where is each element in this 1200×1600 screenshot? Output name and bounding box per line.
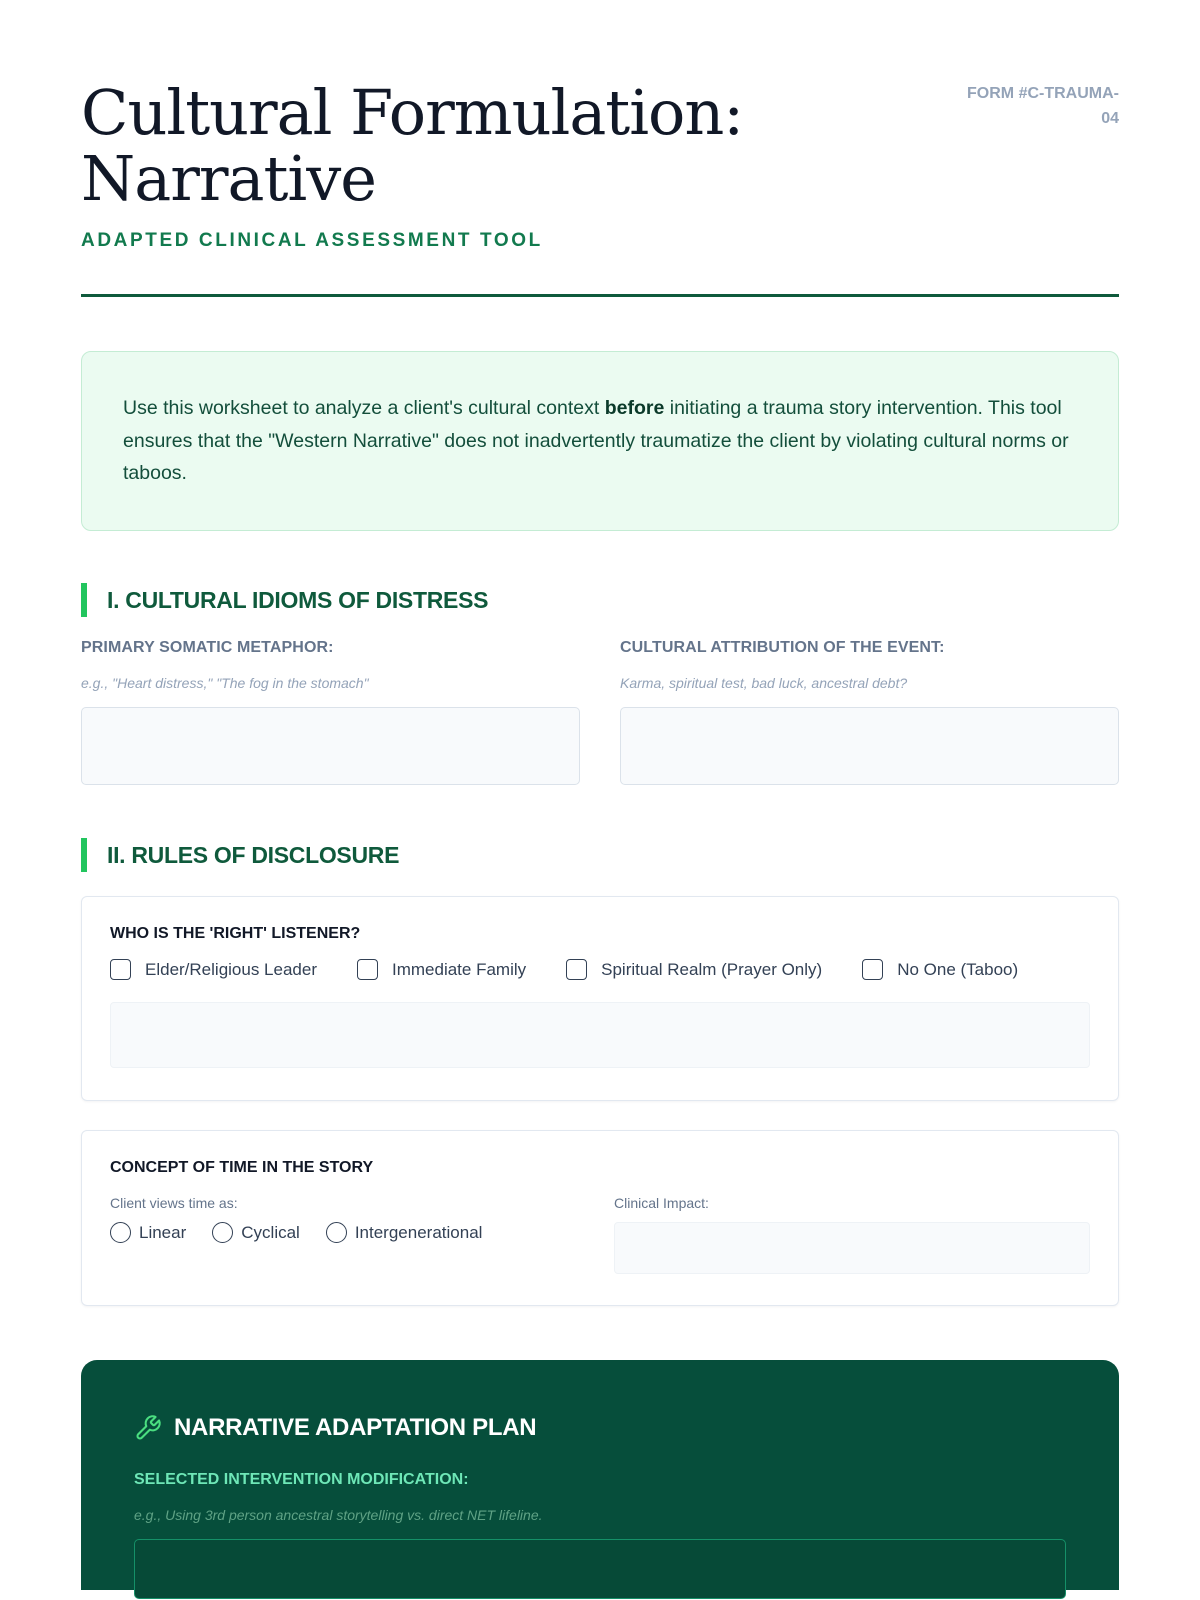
page-title	[81, 76, 801, 215]
option-linear[interactable]	[110, 1222, 186, 1243]
section-title: I. CULTURAL IDIOMS OF DISTRESS	[107, 586, 489, 613]
field-label: CULTURAL ATTRIBUTION OF THE EVENT:	[620, 639, 945, 656]
field-hint: e.g., "Heart distress," "The fog in the stomach"	[81, 675, 369, 691]
option-label: Immediate Family	[392, 959, 527, 979]
checkbox[interactable]	[862, 959, 883, 980]
form-id-line-2: 04	[1101, 110, 1119, 127]
intervention-modification-input[interactable]	[134, 1539, 1066, 1599]
cultural-attribution-field	[620, 639, 1119, 785]
option-label: No One (Taboo)	[897, 959, 1019, 979]
option-no-one[interactable]	[862, 959, 1018, 980]
section-heading-idioms	[81, 583, 1119, 617]
page-subtitle: ADAPTED CLINICAL ASSESSMENT TOOL	[81, 230, 543, 251]
plan-field-label: SELECTED INTERVENTION MODIFICATION:	[134, 1471, 469, 1488]
clinical-impact-label: Clinical Impact:	[614, 1195, 709, 1211]
card-title: CONCEPT OF TIME IN THE STORY	[110, 1159, 374, 1176]
intro-text-bold: before	[604, 397, 665, 419]
radio-button[interactable]	[212, 1222, 233, 1243]
intro-text-part1: Use this worksheet to analyze a client's cultural context	[123, 397, 605, 419]
option-label: Intergenerational	[354, 1222, 483, 1242]
intro-callout	[81, 351, 1119, 531]
section-title: II. RULES OF DISCLOSURE	[107, 841, 400, 868]
cultural-attribution-input[interactable]	[620, 707, 1119, 785]
option-family[interactable]	[357, 959, 526, 980]
option-cyclical[interactable]	[212, 1222, 300, 1243]
idioms-fields	[81, 639, 1119, 785]
card-title: WHO IS THE 'RIGHT' LISTENER?	[110, 925, 361, 942]
title-line-2: Narrative	[81, 142, 376, 215]
option-elder[interactable]	[110, 959, 317, 980]
section-accent-bar	[81, 838, 87, 872]
title-line-1: Cultural Formulation:	[81, 76, 744, 149]
time-view-group	[110, 1195, 614, 1274]
checkbox[interactable]	[110, 959, 131, 980]
radio-button[interactable]	[326, 1222, 347, 1243]
clinical-impact-input[interactable]	[614, 1222, 1090, 1274]
option-label: Spiritual Realm (Prayer Only)	[601, 959, 823, 979]
option-label: Elder/Religious Leader	[145, 959, 317, 979]
somatic-metaphor-input[interactable]	[81, 707, 580, 785]
radio-button[interactable]	[110, 1222, 131, 1243]
listener-notes-input[interactable]	[110, 1002, 1090, 1068]
listener-options	[110, 959, 1090, 980]
option-spiritual[interactable]	[566, 959, 822, 980]
option-intergenerational[interactable]	[326, 1222, 483, 1243]
checkbox[interactable]	[566, 959, 587, 980]
listener-card	[81, 896, 1119, 1101]
time-options	[110, 1222, 614, 1243]
option-label: Cyclical	[241, 1222, 300, 1242]
somatic-metaphor-field	[81, 639, 580, 785]
form-id-line-1: FORM #C-TRAUMA-	[967, 85, 1119, 102]
adaptation-plan-panel	[81, 1360, 1119, 1590]
plan-heading	[134, 1414, 1066, 1442]
section-accent-bar	[81, 583, 87, 617]
clinical-impact-group	[614, 1195, 1090, 1274]
plan-field-hint: e.g., Using 3rd person ancestral storytelling vs. direct NET lifeline.	[134, 1507, 543, 1523]
field-hint: Karma, spiritual test, bad luck, ancestral debt?	[620, 675, 908, 691]
section-heading-disclosure	[81, 838, 1119, 872]
intro-text-part2: initiating a trauma story intervention. This tool ensures that the "Western Narrative" does not inadvertently traumatize the client by violating cultural norms or taboos.	[123, 397, 1069, 484]
form-id	[949, 81, 1119, 131]
time-row	[110, 1195, 1090, 1274]
option-label: Linear	[139, 1222, 187, 1242]
checkbox[interactable]	[357, 959, 378, 980]
time-concept-card	[81, 1130, 1119, 1306]
time-view-label: Client views time as:	[110, 1195, 238, 1211]
wrench-icon	[134, 1414, 162, 1442]
field-label: PRIMARY SOMATIC METAPHOR:	[81, 639, 334, 656]
plan-title: NARRATIVE ADAPTATION PLAN	[174, 1414, 537, 1441]
header	[81, 0, 1119, 297]
